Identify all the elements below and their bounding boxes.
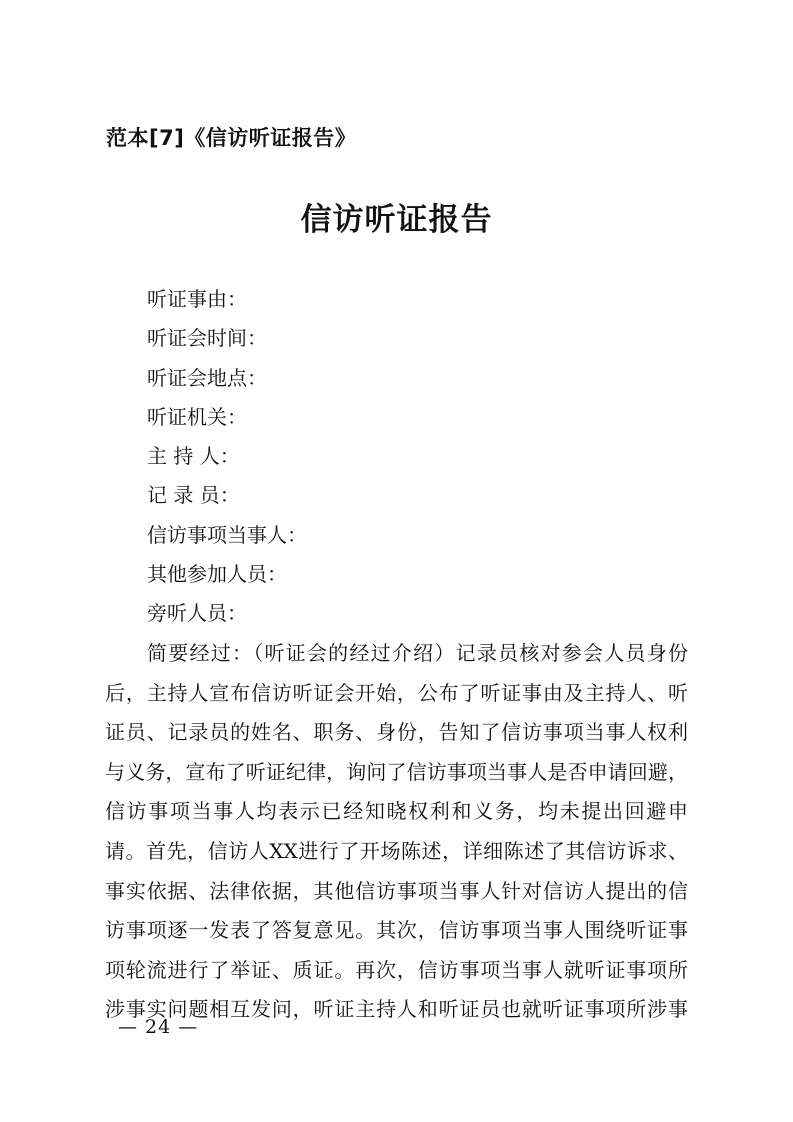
field-recorder: 记 录 员： (147, 483, 240, 508)
field-hearing-location: 听证会地点： (147, 365, 267, 390)
field-other-participants: 其他参加人员： (147, 562, 287, 587)
paragraph-line: 请。首先，信访人XX进行了开场陈述，详细陈述了其信访诉求、 (105, 838, 688, 863)
paragraph-line: 证员、记录员的姓名、职务、身份，告知了信访事项当事人权利 (105, 720, 688, 745)
field-host: 主 持 人： (147, 444, 240, 469)
hearing-fields (147, 280, 307, 634)
report-title: 信访听证报告 (300, 202, 493, 238)
paragraph-line: 简要经过：（听证会的经过介绍）记录员核对参会人员身份 (147, 641, 688, 665)
page-number: — 24 — (118, 1016, 199, 1038)
paragraph-line: 项轮流进行了举证、质证。再次，信访事项当事人就听证事项所 (105, 957, 688, 982)
paragraph-line: 后，主持人宣布信访听证会开始，公布了听证事由及主持人、听 (105, 680, 688, 705)
summary-paragraph (105, 634, 688, 1030)
field-observers: 旁听人员： (147, 601, 247, 626)
field-parties: 信访事项当事人： (147, 522, 307, 547)
paragraph-line: 与义务，宣布了听证纪律，询问了信访事项当事人是否申请回避， (105, 759, 688, 784)
field-hearing-reason: 听证事由： (147, 287, 247, 311)
paragraph-line: 事实依据、法律依据，其他信访事项当事人针对信访人提出的信 (105, 878, 688, 903)
paragraph-line: 信访事项当事人均表示已经知晓权利和义务，均未提出回避申 (105, 799, 688, 824)
field-hearing-authority: 听证机关： (147, 404, 247, 429)
template-heading: 范本[7]《信访听证报告》 (106, 126, 357, 150)
paragraph-line: 访事项逐一发表了答复意见。其次，信访事项当事人围绕听证事 (105, 918, 688, 943)
paragraph-line: 涉事实问题相互发问，听证主持人和听证员也就听证事项所涉事 (105, 997, 688, 1022)
field-hearing-time: 听证会时间： (147, 326, 267, 351)
